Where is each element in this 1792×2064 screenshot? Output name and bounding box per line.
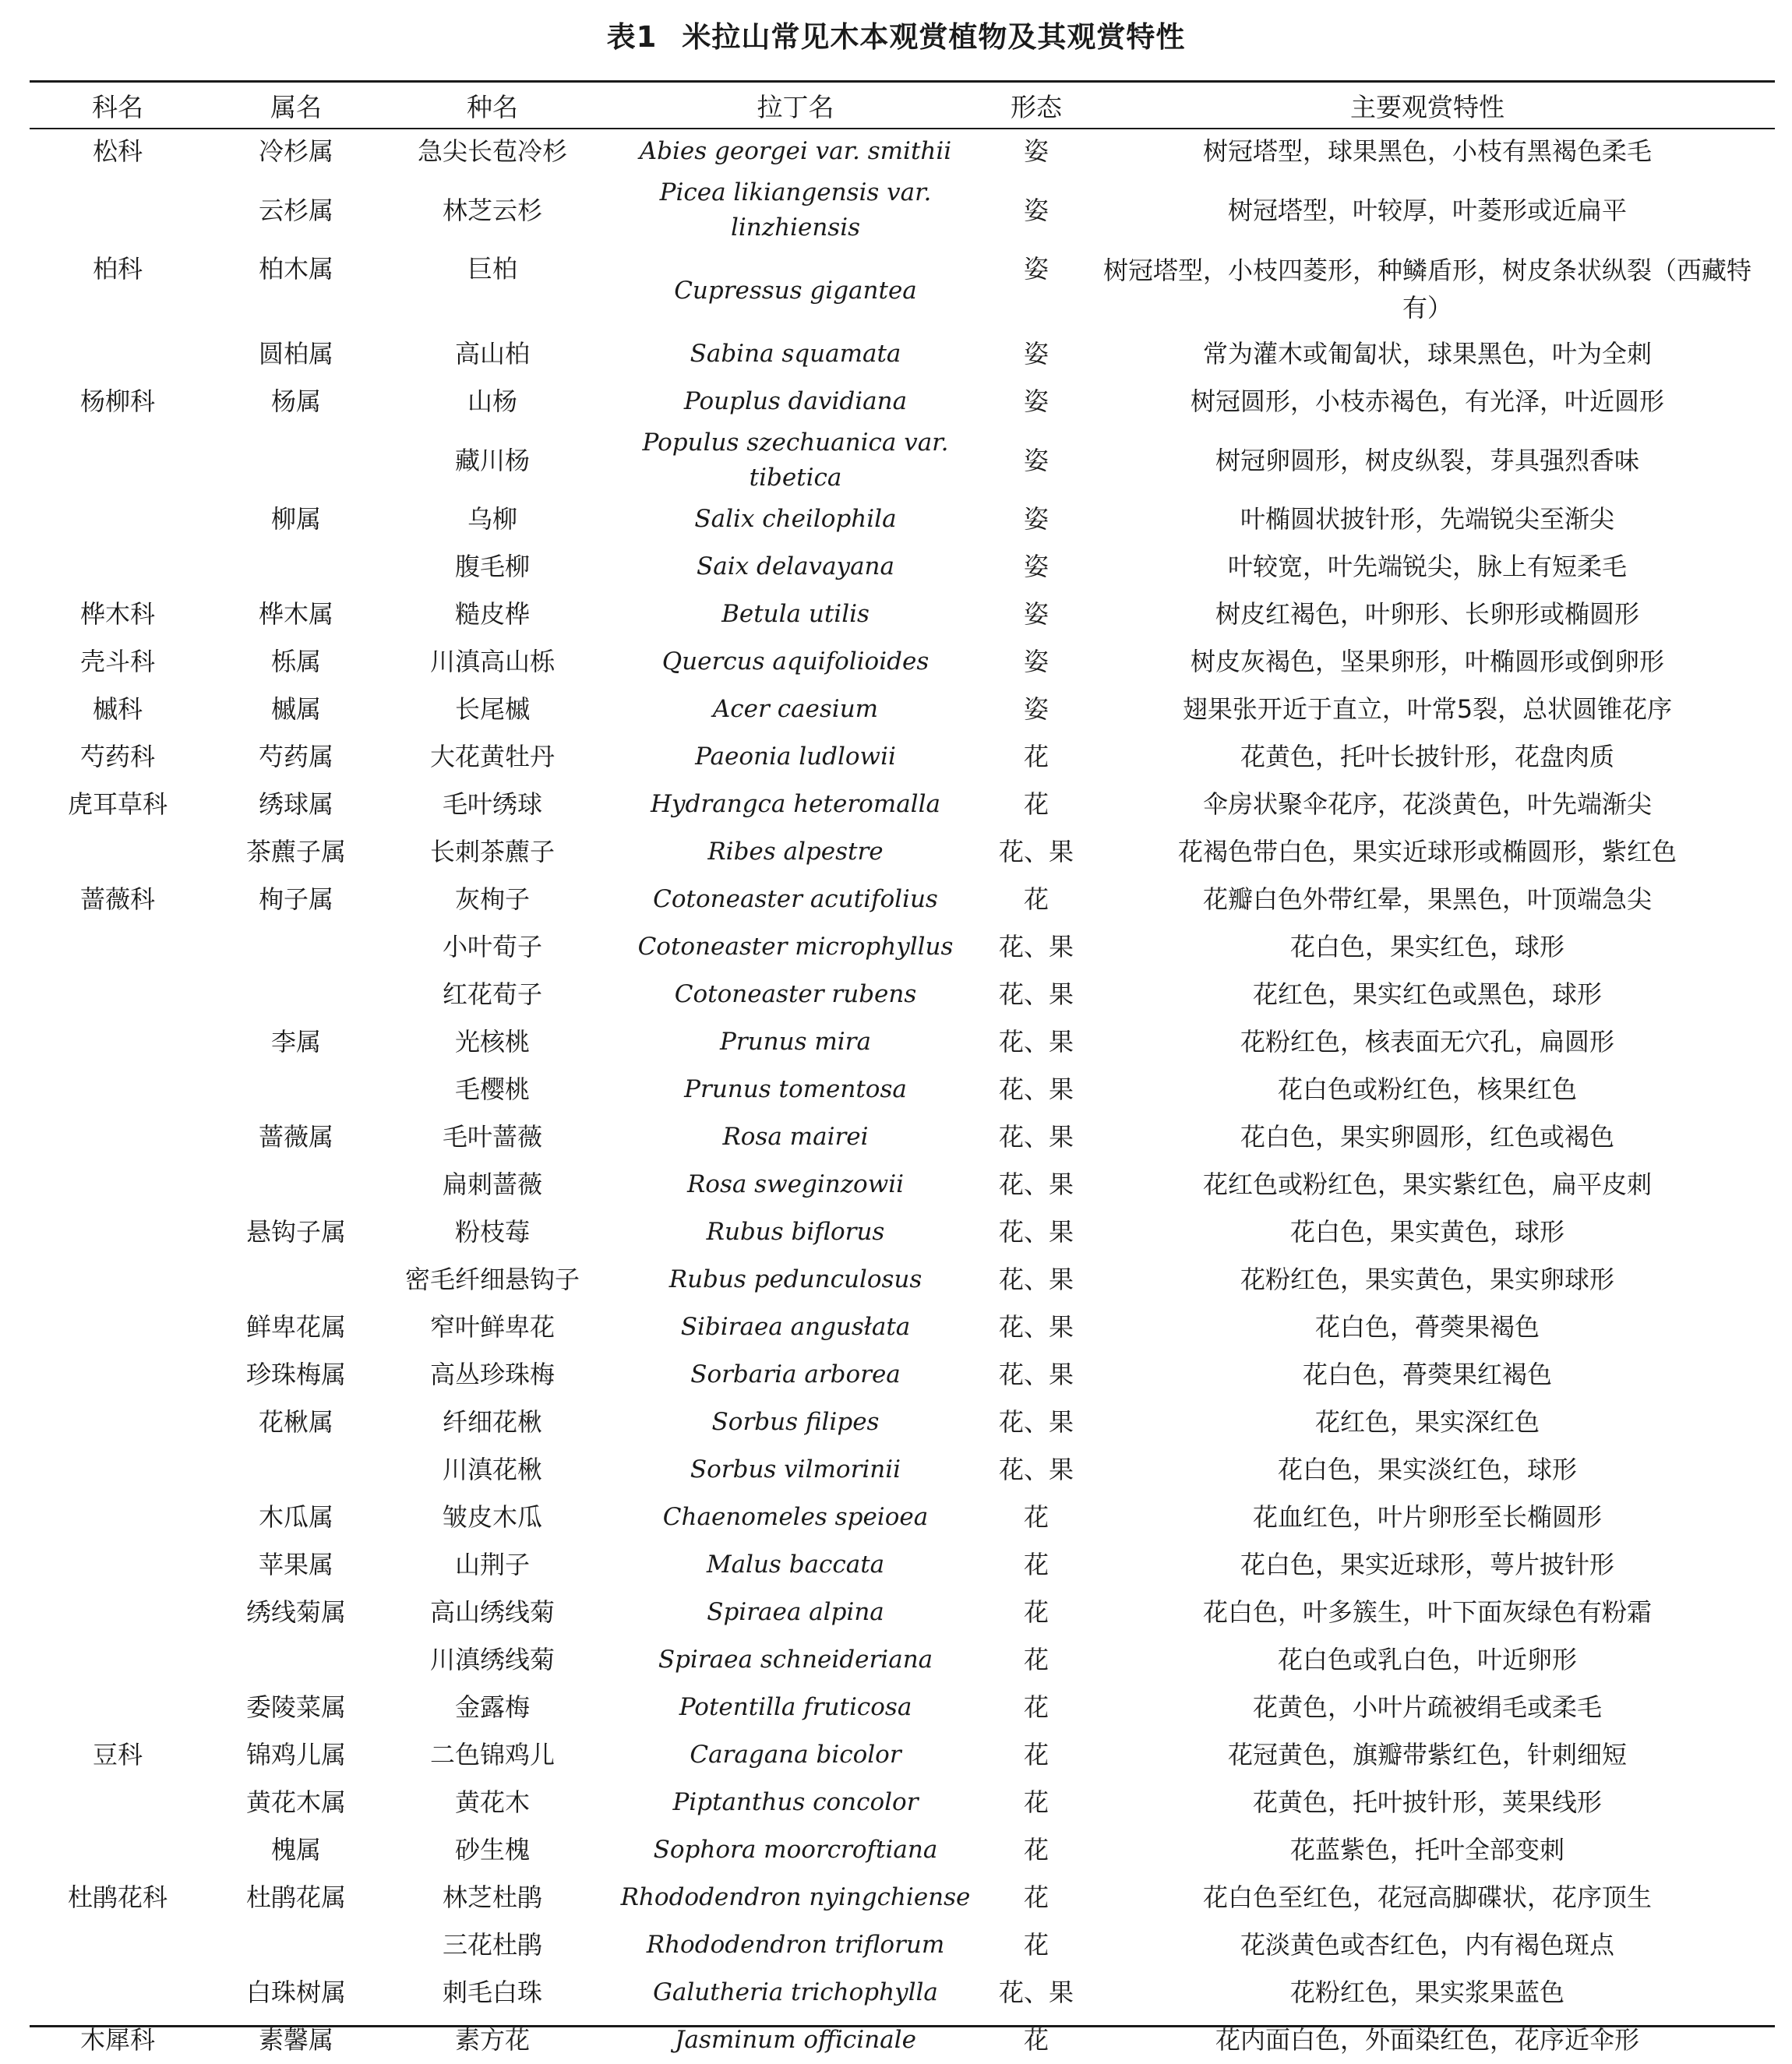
features-cell: 花红色，果实深红色 <box>1314 1407 1540 1437</box>
form-cell: 花、果 <box>998 1455 1074 1484</box>
family-cell: 虎耳草科 <box>67 789 168 819</box>
features-cell: 花白色，果实近球形，萼片披针形 <box>1240 1550 1614 1579</box>
latin-name-cell: Saix delavayana <box>697 552 894 580</box>
table-row <box>30 1446 1775 1494</box>
family-cell: 杜鹃花科 <box>67 1882 168 1912</box>
species-cell: 山杨 <box>467 386 517 416</box>
genus-cell: 杜鹃花属 <box>245 1882 346 1912</box>
latin-name-cell: Abies georgei var. smithii <box>639 137 952 165</box>
species-cell: 刺毛白珠 <box>442 1978 542 2007</box>
species-cell: 光核桃 <box>454 1027 530 1057</box>
features-cell: 伞房状聚伞花序，花淡黄色，叶先端渐尖 <box>1202 789 1652 819</box>
family-cell: 蔷薇科 <box>79 884 155 914</box>
form-cell: 花 <box>1023 1502 1049 1532</box>
table-row <box>30 1351 1775 1399</box>
table-row <box>30 1304 1775 1351</box>
features-cell: 花褐色带白色，果实近球形或椭圆形，紫红色 <box>1177 837 1677 866</box>
features-cell: 花红色或粉红色，果实紫红色，扁平皮刺 <box>1202 1170 1652 1199</box>
latin-name-cell: Pouplus davidiana <box>683 387 908 415</box>
genus-cell: 柳属 <box>270 504 321 534</box>
features-cell: 花内面白色，外面染红色，花序近伞形 <box>1215 2025 1639 2055</box>
table-row <box>30 1161 1775 1208</box>
latin-name-cell: Rosa mairei <box>722 1123 869 1151</box>
species-cell: 山荆子 <box>454 1550 530 1579</box>
genus-cell <box>206 1446 386 1494</box>
form-cell: 姿 <box>1023 504 1049 534</box>
form-cell: 姿 <box>1023 195 1049 225</box>
table-row <box>30 1018 1775 1066</box>
family-cell <box>30 543 206 591</box>
latin-name-cell: Rubus pedunculosus <box>668 1265 922 1293</box>
species-cell: 二色锦鸡儿 <box>429 1740 555 1769</box>
table-row <box>30 591 1775 638</box>
genus-cell: 栒子属 <box>258 884 333 914</box>
form-cell: 花 <box>1023 789 1049 819</box>
latin-name-cell: Spiraea schneideriana <box>658 1646 933 1674</box>
species-cell: 川滇绣线菊 <box>429 1645 555 1674</box>
species-cell: 长尾槭 <box>454 694 530 724</box>
plants-table <box>30 83 1775 2064</box>
genus-cell: 素馨属 <box>258 2025 333 2055</box>
latin-name-cell: Sorbus filipes <box>711 1408 880 1436</box>
latin-name-cell: Malus baccata <box>706 1551 885 1579</box>
genus-cell: 木瓜属 <box>258 1502 333 1532</box>
form-cell: 姿 <box>1023 136 1049 166</box>
features-cell: 花淡黄色或杏红色，内有褐色斑点 <box>1240 1930 1614 1960</box>
table-row <box>30 1066 1775 1113</box>
form-cell: 花 <box>1023 1835 1049 1865</box>
latin-name-cell: Rosa sweginzowii <box>686 1170 905 1198</box>
table-row <box>30 1874 1775 1921</box>
latin-name-cell: Betula utilis <box>721 600 870 628</box>
table-row <box>30 1921 1775 1969</box>
latin-name-cell: Potentilla fruticosa <box>679 1693 912 1721</box>
latin-name-cell: Rubus biflorus <box>706 1218 885 1246</box>
features-cell: 树冠塔型，球果黑色，小枝有黑褐色柔毛 <box>1202 136 1652 166</box>
latin-name-cell: Sibiraea angusłata <box>680 1313 911 1341</box>
form-cell: 花、果 <box>998 1407 1074 1437</box>
species-cell: 皱皮木瓜 <box>442 1502 542 1532</box>
family-cell <box>30 330 206 378</box>
genus-cell <box>206 543 386 591</box>
column-header-latin: 拉丁名 <box>757 91 834 122</box>
table-row <box>30 128 1775 175</box>
table-row <box>30 425 1775 496</box>
features-cell: 树冠卵圆形，树皮纵裂，芽具强烈香味 <box>1215 445 1639 475</box>
form-cell: 花、果 <box>998 1170 1074 1199</box>
latin-name-cell: Prunus tomentosa <box>684 1075 907 1103</box>
features-cell: 常为灌木或匍匐状，球果黑色，叶为全刺 <box>1202 339 1652 369</box>
features-cell: 花黄色，托叶披针形，荚果线形 <box>1252 1787 1602 1817</box>
family-cell <box>30 1589 206 1636</box>
form-cell: 花、果 <box>998 1122 1074 1152</box>
table-row <box>30 686 1775 733</box>
form-cell: 花、果 <box>998 932 1074 961</box>
table-row <box>30 1969 1775 2016</box>
features-cell: 花白色，果实红色，球形 <box>1289 932 1564 961</box>
genus-cell: 桦木属 <box>258 599 333 629</box>
genus-cell: 绣球属 <box>258 789 333 819</box>
table-row <box>30 781 1775 828</box>
latin-name-cell: Paeonia ludlowii <box>695 743 896 771</box>
genus-cell: 云杉属 <box>258 195 333 225</box>
form-cell: 花 <box>1023 1597 1049 1627</box>
table-row <box>30 2016 1775 2064</box>
table-row <box>30 1399 1775 1446</box>
family-cell: 芍药科 <box>79 742 155 771</box>
species-cell: 小叶荀子 <box>442 932 542 961</box>
form-cell: 花 <box>1023 742 1049 771</box>
features-cell: 花白色，叶多簇生，叶下面灰绿色有粉霜 <box>1202 1597 1652 1627</box>
species-cell: 糙皮桦 <box>454 599 530 629</box>
features-cell: 花红色，果实红色或黑色，球形 <box>1252 979 1602 1009</box>
latin-name-cell: Piptanthus concolor <box>672 1788 919 1816</box>
form-cell: 姿 <box>1023 647 1049 676</box>
form-cell: 花 <box>1023 1930 1049 1960</box>
genus-cell: 绣线菊属 <box>245 1597 346 1627</box>
table-row <box>30 1779 1775 1826</box>
family-cell <box>30 1256 206 1304</box>
latin-name-cell: Rhododendron triflorum <box>646 1931 945 1959</box>
genus-cell: 锦鸡儿属 <box>245 1740 346 1769</box>
family-cell <box>30 1161 206 1208</box>
latin-name-cell: Salix cheilophila <box>694 505 897 533</box>
table-row <box>30 1589 1775 1636</box>
features-cell: 花白色，果实黄色，球形 <box>1289 1217 1564 1247</box>
form-cell: 花 <box>1023 1740 1049 1769</box>
table-row <box>30 971 1775 1018</box>
table-row <box>30 543 1775 591</box>
features-cell: 花黄色，小叶片疏被绢毛或柔毛 <box>1252 1692 1602 1722</box>
genus-cell <box>206 923 386 971</box>
family-cell <box>30 1399 206 1446</box>
family-cell <box>30 175 206 245</box>
family-cell <box>30 923 206 971</box>
genus-cell <box>206 1921 386 1969</box>
latin-name-cell: Populus szechuanica var. tibetica <box>642 429 949 492</box>
species-cell: 巨柏 <box>467 254 517 284</box>
features-cell: 叶较宽，叶先端锐尖，脉上有短柔毛 <box>1227 552 1627 581</box>
family-cell: 豆科 <box>92 1740 143 1769</box>
species-cell: 素方花 <box>454 2025 530 2055</box>
features-cell: 树冠塔型，叶较厚，叶菱形或近扁平 <box>1227 195 1627 225</box>
species-cell: 林芝云杉 <box>442 195 542 225</box>
species-cell: 灰栒子 <box>454 884 530 914</box>
species-cell: 密毛纤细悬钩子 <box>404 1265 580 1294</box>
latin-name-cell: Cotoneaster acutifolius <box>653 885 938 913</box>
latin-name-cell: Galutheria trichophylla <box>653 1978 938 2006</box>
features-cell: 树皮红褐色，叶卵形、长卵形或椭圆形 <box>1215 599 1639 629</box>
latin-name-cell: Sorbaria arborea <box>690 1360 901 1388</box>
table-body <box>30 128 1775 2064</box>
genus-cell <box>206 1066 386 1113</box>
species-cell: 川滇花楸 <box>442 1455 542 1484</box>
species-cell: 毛叶绣球 <box>442 789 542 819</box>
species-cell: 黄花木 <box>454 1787 530 1817</box>
species-cell: 砂生槐 <box>454 1835 530 1865</box>
form-cell: 花 <box>1023 1692 1049 1722</box>
genus-cell <box>206 1636 386 1684</box>
genus-cell: 委陵菜属 <box>245 1692 346 1722</box>
table-row <box>30 733 1775 781</box>
form-cell: 花 <box>1023 884 1049 914</box>
genus-cell: 白珠树属 <box>245 1978 346 2007</box>
species-cell: 纤细花楸 <box>442 1407 542 1437</box>
form-cell: 花、果 <box>998 979 1074 1009</box>
family-cell: 柏科 <box>92 254 143 284</box>
genus-cell <box>206 1256 386 1304</box>
latin-name-cell: Chaenomeles speioea <box>662 1503 929 1531</box>
form-cell: 姿 <box>1023 254 1049 284</box>
table-row <box>30 1494 1775 1541</box>
species-cell: 金露梅 <box>454 1692 530 1722</box>
table-row <box>30 378 1775 425</box>
genus-cell: 悬钩子属 <box>245 1217 346 1247</box>
header-row <box>30 83 1775 128</box>
genus-cell: 茶藨子属 <box>245 837 346 866</box>
genus-cell: 李属 <box>270 1027 321 1057</box>
column-header-species: 种名 <box>467 91 518 122</box>
features-cell: 花白色，果实淡红色，球形 <box>1277 1455 1577 1484</box>
table-row <box>30 923 1775 971</box>
features-cell: 花白色，果实卵圆形，红色或褐色 <box>1240 1122 1614 1152</box>
table-row <box>30 1208 1775 1256</box>
features-cell: 叶椭圆状披针形，先端锐尖至渐尖 <box>1240 504 1614 534</box>
table-row <box>30 496 1775 543</box>
species-cell: 乌柳 <box>467 504 517 534</box>
table-title: 米拉山常见木本观赏植物及其观赏特性 <box>682 20 1186 54</box>
table-row <box>30 330 1775 378</box>
form-cell: 花 <box>1023 1882 1049 1912</box>
form-cell: 花 <box>1023 2025 1049 2055</box>
features-cell: 花白色，蓇葖果红褐色 <box>1302 1360 1552 1389</box>
latin-name-cell: Cupressus gigantea <box>674 277 917 305</box>
species-cell: 腹毛柳 <box>454 552 530 581</box>
family-cell <box>30 971 206 1018</box>
family-cell <box>30 1446 206 1494</box>
table-row <box>30 828 1775 876</box>
table-row <box>30 1541 1775 1589</box>
column-header-form: 形态 <box>1011 91 1062 122</box>
family-cell <box>30 1066 206 1113</box>
family-cell <box>30 1351 206 1399</box>
features-cell: 花粉红色，果实黄色，果实卵球形 <box>1240 1265 1614 1294</box>
species-cell: 高山柏 <box>454 339 530 369</box>
species-cell: 长刺茶藨子 <box>429 837 555 866</box>
genus-cell: 圆柏属 <box>258 339 333 369</box>
features-cell: 花粉红色，核表面无穴孔，扁圆形 <box>1240 1027 1614 1057</box>
latin-name-cell: Spiraea alpina <box>707 1598 884 1626</box>
species-cell: 川滇高山栎 <box>429 647 555 676</box>
latin-name-cell: Hydrangca heteromalla <box>651 790 940 818</box>
form-cell: 花、果 <box>998 837 1074 866</box>
genus-cell: 冷杉属 <box>258 136 333 166</box>
species-cell: 三花杜鹃 <box>442 1930 542 1960</box>
genus-cell: 槭属 <box>270 694 321 724</box>
latin-name-cell: Cotoneaster microphyllus <box>637 933 954 961</box>
genus-cell: 栎属 <box>270 647 321 676</box>
species-cell: 林芝杜鹃 <box>442 1882 542 1912</box>
features-cell: 花白色或乳白色，叶近卵形 <box>1277 1645 1577 1674</box>
table-row <box>30 175 1775 245</box>
form-cell: 花 <box>1023 1645 1049 1674</box>
genus-cell: 鲜卑花属 <box>245 1312 346 1342</box>
species-cell: 急尖长苞冷杉 <box>417 136 567 166</box>
family-cell: 槭科 <box>92 694 143 724</box>
features-cell: 花蓝紫色，托叶全部变刺 <box>1289 1835 1564 1865</box>
family-cell: 木犀科 <box>79 2025 155 2055</box>
form-cell: 姿 <box>1023 445 1049 475</box>
family-cell <box>30 496 206 543</box>
table-row <box>30 876 1775 923</box>
table-row <box>30 1731 1775 1779</box>
table-row <box>30 245 1775 330</box>
table-row <box>30 638 1775 686</box>
family-cell <box>30 828 206 876</box>
family-cell <box>30 1969 206 2016</box>
family-cell: 桦木科 <box>79 599 155 629</box>
table-row <box>30 1113 1775 1161</box>
form-cell: 花、果 <box>998 1265 1074 1294</box>
family-cell: 杨柳科 <box>79 386 155 416</box>
family-cell <box>30 1304 206 1351</box>
genus-cell: 杨属 <box>270 386 321 416</box>
features-cell: 花黄色，托叶长披针形，花盘肉质 <box>1240 742 1614 771</box>
genus-cell: 芍药属 <box>258 742 333 771</box>
form-cell: 姿 <box>1023 694 1049 724</box>
latin-name-cell: Ribes alpestre <box>707 838 884 866</box>
genus-cell: 槐属 <box>270 1835 321 1865</box>
form-cell: 花 <box>1023 1550 1049 1579</box>
species-cell: 高山绣线菊 <box>429 1597 555 1627</box>
features-cell: 树皮灰褐色，坚果卵形，叶椭圆形或倒卵形 <box>1190 647 1664 676</box>
latin-name-cell: Sophora moorcroftiana <box>653 1836 938 1864</box>
family-cell <box>30 1541 206 1589</box>
features-cell: 树冠塔型，小枝四菱形，种鳞盾形，树皮条状纵裂（西藏特有） <box>1102 256 1751 323</box>
table-caption <box>0 14 1792 61</box>
latin-name-cell: Caragana bicolor <box>690 1741 901 1769</box>
latin-name-cell: Jasminum officinale <box>675 2026 916 2054</box>
form-cell: 姿 <box>1023 386 1049 416</box>
column-header-family: 科名 <box>92 91 143 122</box>
form-cell: 姿 <box>1023 599 1049 629</box>
genus-cell: 黄花木属 <box>245 1787 346 1817</box>
form-cell: 花、果 <box>998 1978 1074 2007</box>
latin-name-cell: Prunus mira <box>720 1028 871 1056</box>
family-cell <box>30 1921 206 1969</box>
latin-name-cell: Rhododendron nyingchiense <box>620 1883 971 1911</box>
family-cell <box>30 1684 206 1731</box>
features-cell: 花粉红色，果实浆果蓝色 <box>1289 1978 1564 2007</box>
family-cell <box>30 425 206 496</box>
table-row <box>30 1256 1775 1304</box>
family-cell <box>30 1779 206 1826</box>
genus-cell <box>206 971 386 1018</box>
genus-cell <box>206 1161 386 1208</box>
latin-name-cell: Sabina squamata <box>690 340 901 368</box>
features-cell: 花白色至红色，花冠高脚碟状，花序顶生 <box>1202 1882 1652 1912</box>
features-cell: 翅果张开近于直立，叶常5裂，总状圆锥花序 <box>1182 694 1673 724</box>
family-cell <box>30 1494 206 1541</box>
form-cell: 花、果 <box>998 1360 1074 1389</box>
latin-name-cell: Picea likiangensis var. linzhiensis <box>659 178 932 242</box>
genus-cell: 柏木属 <box>258 254 333 284</box>
table-header <box>30 83 1775 128</box>
genus-cell: 苹果属 <box>258 1550 333 1579</box>
species-cell: 窄叶鲜卑花 <box>429 1312 555 1342</box>
form-cell: 花、果 <box>998 1027 1074 1057</box>
family-cell <box>30 1826 206 1874</box>
table-row <box>30 1684 1775 1731</box>
latin-name-cell: Cotoneaster rubens <box>674 980 917 1008</box>
family-cell <box>30 1636 206 1684</box>
species-cell: 毛叶蔷薇 <box>442 1122 542 1152</box>
features-cell: 花冠黄色，旗瓣带紫红色，针刺细短 <box>1227 1740 1627 1769</box>
species-cell: 粉枝莓 <box>454 1217 530 1247</box>
features-cell: 花血红色，叶片卵形至长椭圆形 <box>1252 1502 1602 1532</box>
genus-cell: 珍珠梅属 <box>245 1360 346 1389</box>
family-cell <box>30 1113 206 1161</box>
latin-name-cell: Sorbus vilmorinii <box>690 1455 901 1484</box>
features-cell: 花白色或粉红色，核果红色 <box>1277 1074 1577 1104</box>
form-cell: 花 <box>1023 1787 1049 1817</box>
genus-cell <box>206 425 386 496</box>
table-number: 表1 <box>606 20 658 54</box>
table-row <box>30 1636 1775 1684</box>
species-cell: 毛樱桃 <box>454 1074 530 1104</box>
species-cell: 扁刺蔷薇 <box>442 1170 542 1199</box>
species-cell: 高丛珍珠梅 <box>429 1360 555 1389</box>
latin-name-cell: Quercus aquifolioides <box>661 647 930 676</box>
species-cell: 大花黄牡丹 <box>429 742 555 771</box>
family-cell: 壳斗科 <box>79 647 155 676</box>
column-header-genus: 属名 <box>270 91 322 122</box>
family-cell: 松科 <box>92 136 143 166</box>
column-header-features: 主要观赏特性 <box>1350 91 1505 122</box>
genus-cell: 蔷薇属 <box>258 1122 333 1152</box>
features-cell: 树冠圆形，小枝赤褐色，有光泽，叶近圆形 <box>1190 386 1664 416</box>
form-cell: 姿 <box>1023 552 1049 581</box>
family-cell <box>30 1018 206 1066</box>
features-cell: 花瓣白色外带红晕，果黑色，叶顶端急尖 <box>1202 884 1652 914</box>
form-cell: 花、果 <box>998 1312 1074 1342</box>
form-cell: 姿 <box>1023 339 1049 369</box>
family-cell <box>30 1208 206 1256</box>
features-cell: 花白色，蓇葖果褐色 <box>1314 1312 1540 1342</box>
table-row <box>30 1826 1775 1874</box>
form-cell: 花、果 <box>998 1074 1074 1104</box>
latin-name-cell: Acer caesium <box>712 695 879 723</box>
species-cell: 藏川杨 <box>454 445 530 475</box>
species-cell: 红花荀子 <box>442 979 542 1009</box>
genus-cell: 花楸属 <box>258 1407 333 1437</box>
form-cell: 花、果 <box>998 1217 1074 1247</box>
